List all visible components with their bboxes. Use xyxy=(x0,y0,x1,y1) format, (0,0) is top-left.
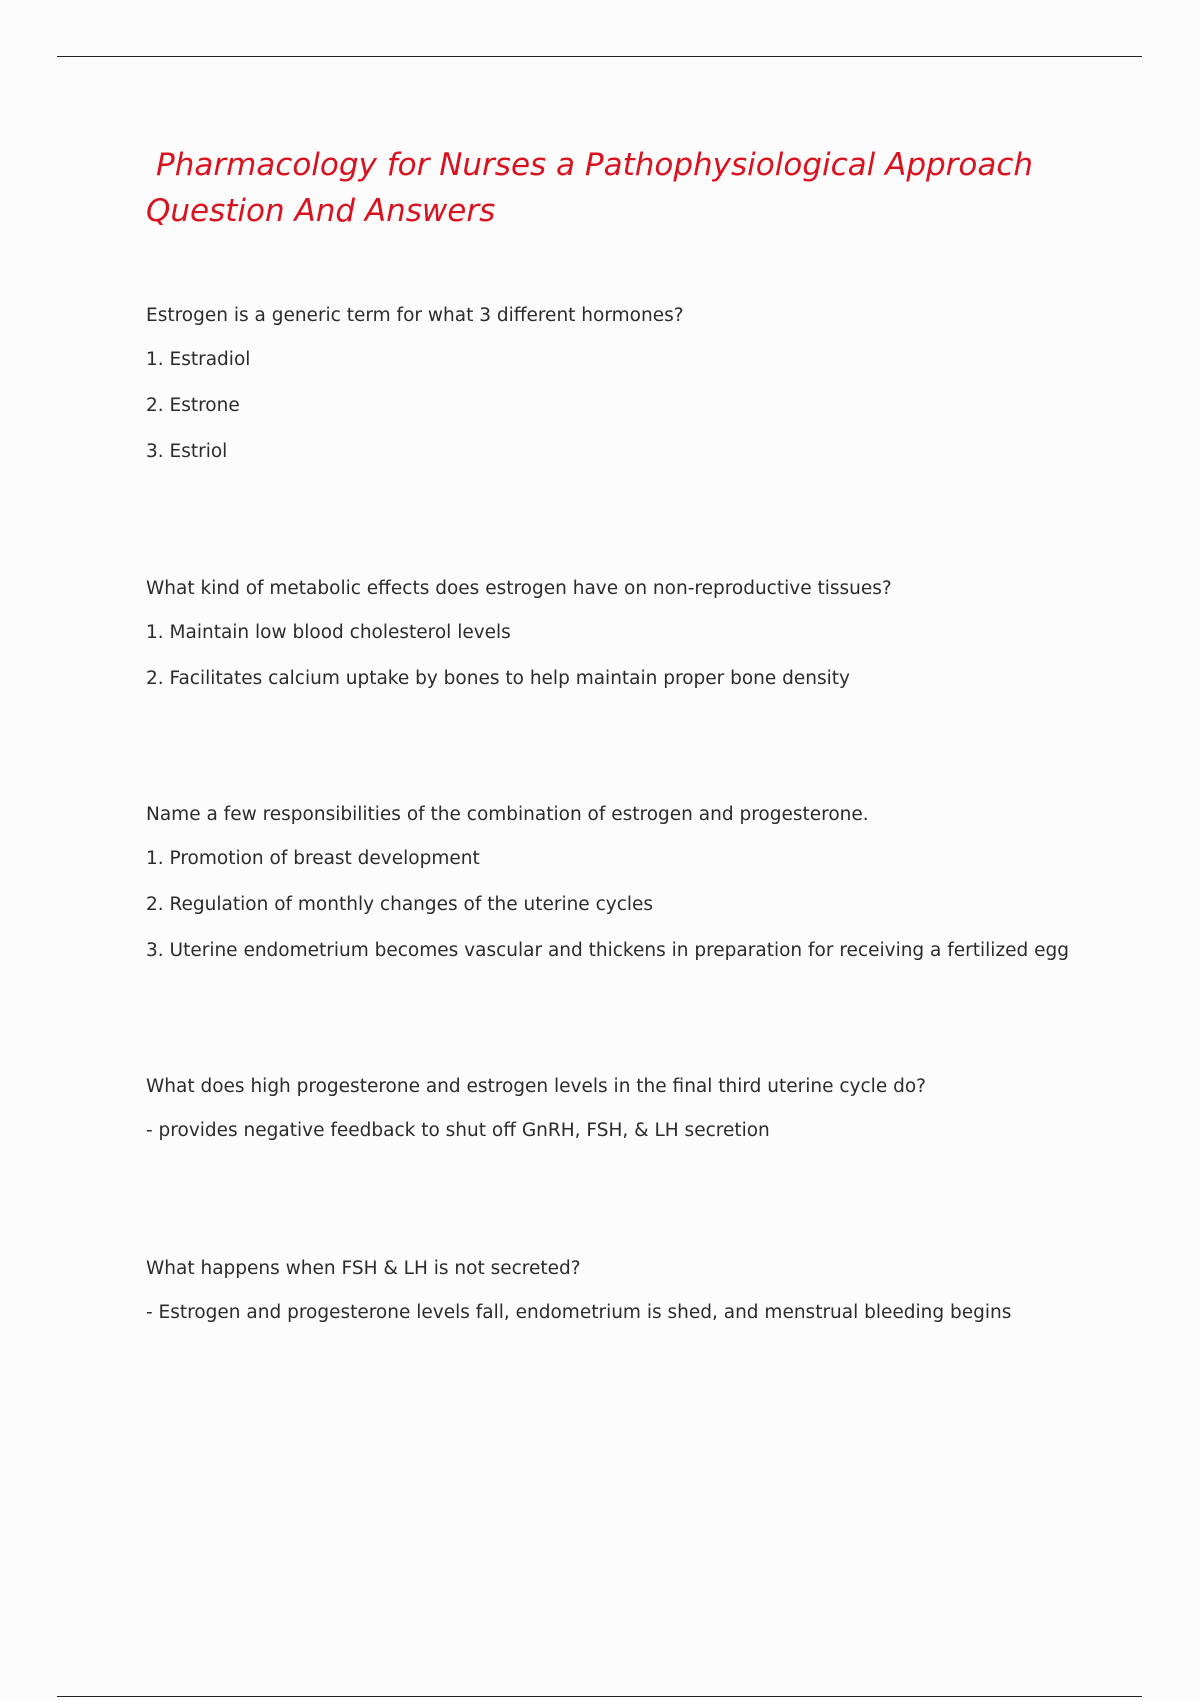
qa-block xyxy=(146,804,1146,986)
qa-block xyxy=(146,1258,1146,1348)
answer-line: 3. Estriol xyxy=(146,441,228,462)
answer-line: 1. Promotion of breast development xyxy=(146,848,480,869)
answer-line: 2. Regulation of monthly changes of the uterine cycles xyxy=(146,894,654,915)
header-rule xyxy=(57,56,1142,57)
question-text: What kind of metabolic effects does estrogen have on non-reproductive tissues? xyxy=(146,578,892,599)
qa-block xyxy=(146,578,1146,714)
title-line-1: Pharmacology for Nurses a Pathophysiological Approach xyxy=(156,147,1034,183)
document-title xyxy=(146,142,1046,234)
question-text: Estrogen is a generic term for what 3 different hormones? xyxy=(146,305,684,326)
qa-block xyxy=(146,305,1146,487)
footer-rule xyxy=(57,1696,1142,1697)
answer-line: 2. Estrone xyxy=(146,395,240,416)
title-line-2: Question And Answers xyxy=(146,193,496,229)
question-text: Name a few responsibilities of the combination of estrogen and progesterone. xyxy=(146,804,869,825)
answer-line: - Estrogen and progesterone levels fall, endometrium is shed, and menstrual bleeding begins xyxy=(146,1302,1012,1323)
answer-line: 3. Uterine endometrium becomes vascular and thickens in preparation for receiving a fertilized egg xyxy=(146,940,1070,961)
qa-block xyxy=(146,1076,1146,1166)
question-text: What happens when FSH & LH is not secreted? xyxy=(146,1258,581,1279)
question-text: What does high progesterone and estrogen levels in the final third uterine cycle do? xyxy=(146,1076,926,1097)
answer-line: - provides negative feedback to shut off GnRH, FSH, & LH secretion xyxy=(146,1120,770,1141)
answer-line: 1. Estradiol xyxy=(146,349,251,370)
answer-line: 1. Maintain low blood cholesterol levels xyxy=(146,622,511,643)
answer-line: 2. Facilitates calcium uptake by bones to help maintain proper bone density xyxy=(146,668,851,689)
